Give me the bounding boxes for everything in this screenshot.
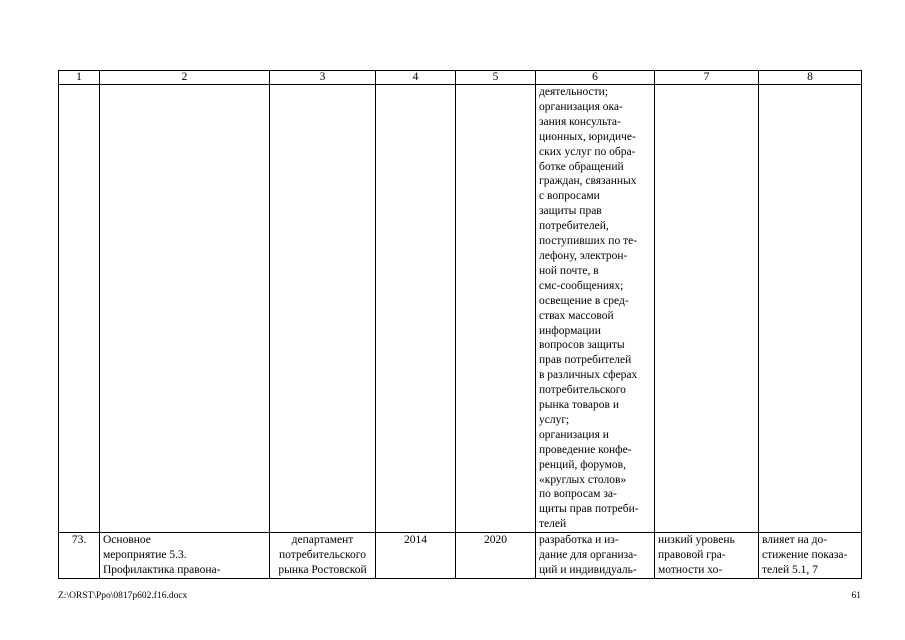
header-cell-5: 5 [456,71,536,85]
document-table [58,70,862,579]
header-cell-1: 1 [59,71,100,85]
header-cell-4: 4 [376,71,456,85]
empty-cell [59,85,100,533]
empty-cell [270,85,376,533]
footer-file-path: Z:\ORST\Ppo\0817p602.f16.docx [58,591,188,601]
indicator-influence-cell: влияет на до- стижение показа- телей 5.1, 7 [759,533,862,579]
executor-cell: департамент потребительского рынка Ростовской [270,533,376,579]
header-cell-6: 6 [536,71,655,85]
table-header-row [59,71,862,85]
header-cell-3: 3 [270,71,376,85]
header-cell-8: 8 [759,71,862,85]
empty-cell [655,85,759,533]
empty-cell [759,85,862,533]
empty-cell [376,85,456,533]
description-cell: разработка и из- дание для организа- ций и индивидуаль- [536,533,655,579]
header-cell-7: 7 [655,71,759,85]
table-row-continuation [59,85,862,533]
empty-cell [456,85,536,533]
start-year-cell: 2014 [376,533,456,579]
empty-cell [100,85,270,533]
consequence-cell: низкий уровень правовой гра- мотности хо- [655,533,759,579]
header-cell-2: 2 [100,71,270,85]
measure-name-cell: Основное мероприятие 5.3. Профилактика правона- [100,533,270,579]
footer-page-number: 61 [851,591,861,601]
end-year-cell: 2020 [456,533,536,579]
activity-description-cell: деятельности; организация ока- зания консульта- ционных, юридиче- ских услуг по обра- ботке обращений граждан, связанных с вопросами защиты прав потребителей, поступивших по те- лефону, электрон- ной почте, в смс-сообщениях; освещение в сред- ствах массовой информации вопросов защиты прав потребителей в различных сферах потребительского рынка товаров и услуг; организация и проведение конфе- ренций, форумов, «круглых столов» по вопросам за- щиты прав потреби- телей [536,85,655,533]
row-number-cell: 73. [59,533,100,579]
table-row-73 [59,533,862,579]
